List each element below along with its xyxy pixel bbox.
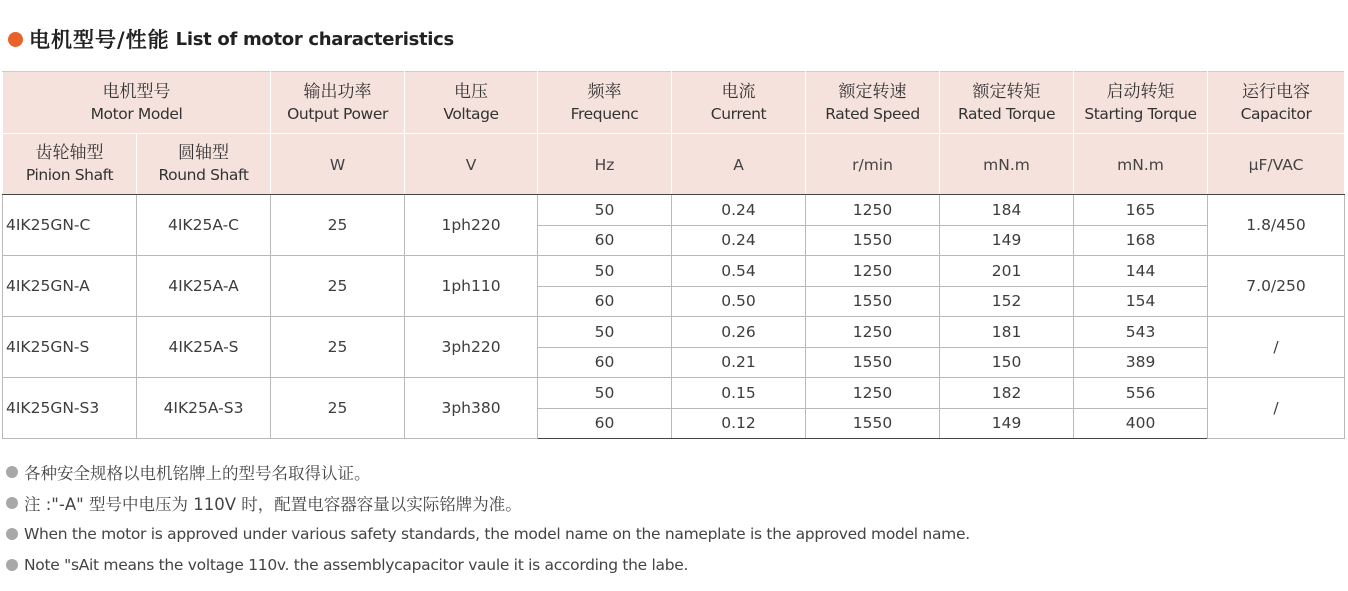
grey-bullet-icon (6, 466, 18, 478)
header-round-en: Round Shaft (158, 166, 249, 184)
round-model-cell: 4IK25A-S (137, 317, 271, 378)
starting-torque-cell: 389 (1074, 347, 1208, 378)
current-cell: 0.12 (672, 408, 806, 439)
voltage-cell: 1ph110 (405, 256, 538, 317)
header-starting-torque (1074, 72, 1208, 134)
header-cn: 电流 (721, 81, 756, 102)
starting-torque-cell: 168 (1074, 225, 1208, 256)
round-model-cell: 4IK25A-A (137, 256, 271, 317)
current-cell: 0.24 (672, 225, 806, 256)
title-chinese: 电机型号/性能 (29, 28, 170, 52)
header-motor-model (3, 72, 271, 134)
speed-cell: 1250 (806, 378, 940, 409)
grey-bullet-icon (6, 497, 18, 509)
header-pinion-shaft (3, 134, 137, 195)
rated-torque-cell: 201 (940, 256, 1074, 287)
table-row (3, 317, 1345, 348)
header-cn: 电压 (454, 81, 489, 102)
note-item (6, 549, 970, 580)
capacitor-cell: 1.8/450 (1208, 195, 1345, 256)
frequency-cell: 60 (538, 286, 672, 317)
unit-label: Hz (594, 155, 615, 174)
frequency-cell: 60 (538, 225, 672, 256)
rated-torque-cell: 184 (940, 195, 1074, 226)
grey-bullet-icon (6, 559, 18, 571)
unit-label: μF/VAC (1248, 155, 1304, 174)
header-pinion-en: Pinion Shaft (25, 166, 114, 184)
current-cell: 0.54 (672, 256, 806, 287)
starting-torque-cell: 556 (1074, 378, 1208, 409)
table-row (3, 256, 1345, 287)
header-en: Output Power (287, 104, 388, 123)
note-item (6, 456, 970, 487)
pinion-model-cell: 4IK25GN-A (3, 256, 137, 317)
header-pinion-cn: 齿轮轴型 (35, 143, 104, 163)
unit-label: V (465, 155, 477, 174)
pinion-model-cell: 4IK25GN-S (3, 317, 137, 378)
header-capacitor (1208, 72, 1345, 134)
starting-torque-cell: 144 (1074, 256, 1208, 287)
current-cell: 0.50 (672, 286, 806, 317)
unit-label: mN.m (1117, 155, 1164, 174)
orange-bullet-icon (8, 32, 23, 47)
starting-torque-cell: 165 (1074, 195, 1208, 226)
unit-label: A (733, 155, 744, 174)
speed-cell: 1550 (806, 286, 940, 317)
header-cn: 额定转矩 (972, 81, 1041, 102)
capacitor-cell: / (1208, 378, 1345, 439)
frequency-cell: 50 (538, 378, 672, 409)
note-item (6, 518, 970, 549)
header-current (672, 72, 806, 134)
header-motor-model-en: Motor Model (90, 104, 183, 123)
table-row (3, 378, 1345, 409)
note-item (6, 487, 970, 518)
rated-torque-cell: 149 (940, 408, 1074, 439)
power-cell: 25 (271, 195, 405, 256)
power-cell: 25 (271, 317, 405, 378)
header-en: Capacitor (1240, 104, 1312, 123)
note-text: 各种安全规格以电机铭牌上的型号名取得认证。 (24, 463, 371, 483)
header-en: Rated Torque (957, 104, 1056, 123)
capacitor-cell: 7.0/250 (1208, 256, 1345, 317)
pinion-model-cell: 4IK25GN-C (3, 195, 137, 256)
starting-torque-cell: 400 (1074, 408, 1208, 439)
rated-torque-cell: 181 (940, 317, 1074, 348)
header-cn: 输出功率 (303, 81, 372, 102)
unit-label: mN.m (983, 155, 1030, 174)
unit-current (672, 134, 806, 195)
header-row-titles (3, 72, 1345, 134)
table-row (3, 195, 1345, 226)
header-cn: 启动转矩 (1106, 81, 1175, 102)
rated-torque-cell: 182 (940, 378, 1074, 409)
title-english: List of motor characteristics (175, 28, 454, 50)
unit-voltage (405, 134, 538, 195)
pinion-model-cell: 4IK25GN-S3 (3, 378, 137, 439)
starting-torque-cell: 543 (1074, 317, 1208, 348)
unit-frequency (538, 134, 672, 195)
header-en: Rated Speed (825, 104, 920, 123)
header-cn: 频率 (587, 81, 622, 102)
unit-starting-torque (1074, 134, 1208, 195)
header-en: Voltage (443, 104, 499, 123)
rated-torque-cell: 149 (940, 225, 1074, 256)
header-output-power (271, 72, 405, 134)
power-cell: 25 (271, 256, 405, 317)
speed-cell: 1250 (806, 195, 940, 226)
speed-cell: 1550 (806, 347, 940, 378)
capacitor-cell: / (1208, 317, 1345, 378)
current-cell: 0.21 (672, 347, 806, 378)
rated-torque-cell: 152 (940, 286, 1074, 317)
header-voltage (405, 72, 538, 134)
speed-cell: 1550 (806, 225, 940, 256)
unit-capacitor (1208, 134, 1345, 195)
voltage-cell: 1ph220 (405, 195, 538, 256)
speed-cell: 1250 (806, 256, 940, 287)
voltage-cell: 3ph380 (405, 378, 538, 439)
round-model-cell: 4IK25A-S3 (137, 378, 271, 439)
round-model-cell: 4IK25A-C (137, 195, 271, 256)
header-rated-torque (940, 72, 1074, 134)
unit-speed (806, 134, 940, 195)
unit-power (271, 134, 405, 195)
current-cell: 0.15 (672, 378, 806, 409)
unit-rated-torque (940, 134, 1074, 195)
current-cell: 0.24 (672, 195, 806, 226)
rated-torque-cell: 150 (940, 347, 1074, 378)
note-text: When the motor is approved under various safety standards, the model name on the nameplate is the approved model name. (24, 524, 970, 543)
notes-list (6, 456, 970, 580)
voltage-cell: 3ph220 (405, 317, 538, 378)
frequency-cell: 60 (538, 408, 672, 439)
starting-torque-cell: 154 (1074, 286, 1208, 317)
header-frequency (538, 72, 672, 134)
grey-bullet-icon (6, 528, 18, 540)
speed-cell: 1550 (806, 408, 940, 439)
header-row-units (3, 134, 1345, 195)
header-motor-model-cn: 电机型号 (102, 81, 171, 102)
header-round-cn: 圆轴型 (178, 143, 229, 163)
frequency-cell: 50 (538, 195, 672, 226)
header-en: Frequenc (570, 104, 639, 123)
unit-label: r/min (852, 155, 893, 174)
motor-characteristics-table (2, 71, 1345, 439)
header-cn: 额定转速 (838, 81, 907, 102)
note-text: 注 :"-A" 型号中电压为 110V 时，配置电容器容量以实际铭牌为准。 (24, 494, 522, 514)
frequency-cell: 60 (538, 347, 672, 378)
speed-cell: 1250 (806, 317, 940, 348)
header-cn: 运行电容 (1242, 81, 1311, 102)
unit-label: W (329, 155, 346, 174)
header-round-shaft (137, 134, 271, 195)
current-cell: 0.26 (672, 317, 806, 348)
header-en: Starting Torque (1084, 104, 1197, 123)
power-cell: 25 (271, 378, 405, 439)
header-rated-speed (806, 72, 940, 134)
frequency-cell: 50 (538, 317, 672, 348)
frequency-cell: 50 (538, 256, 672, 287)
note-text: Note "sAit means the voltage 110v. the assemblycapacitor vaule it is according the labe. (24, 555, 689, 574)
header-en: Current (710, 104, 767, 123)
section-title (8, 24, 454, 54)
